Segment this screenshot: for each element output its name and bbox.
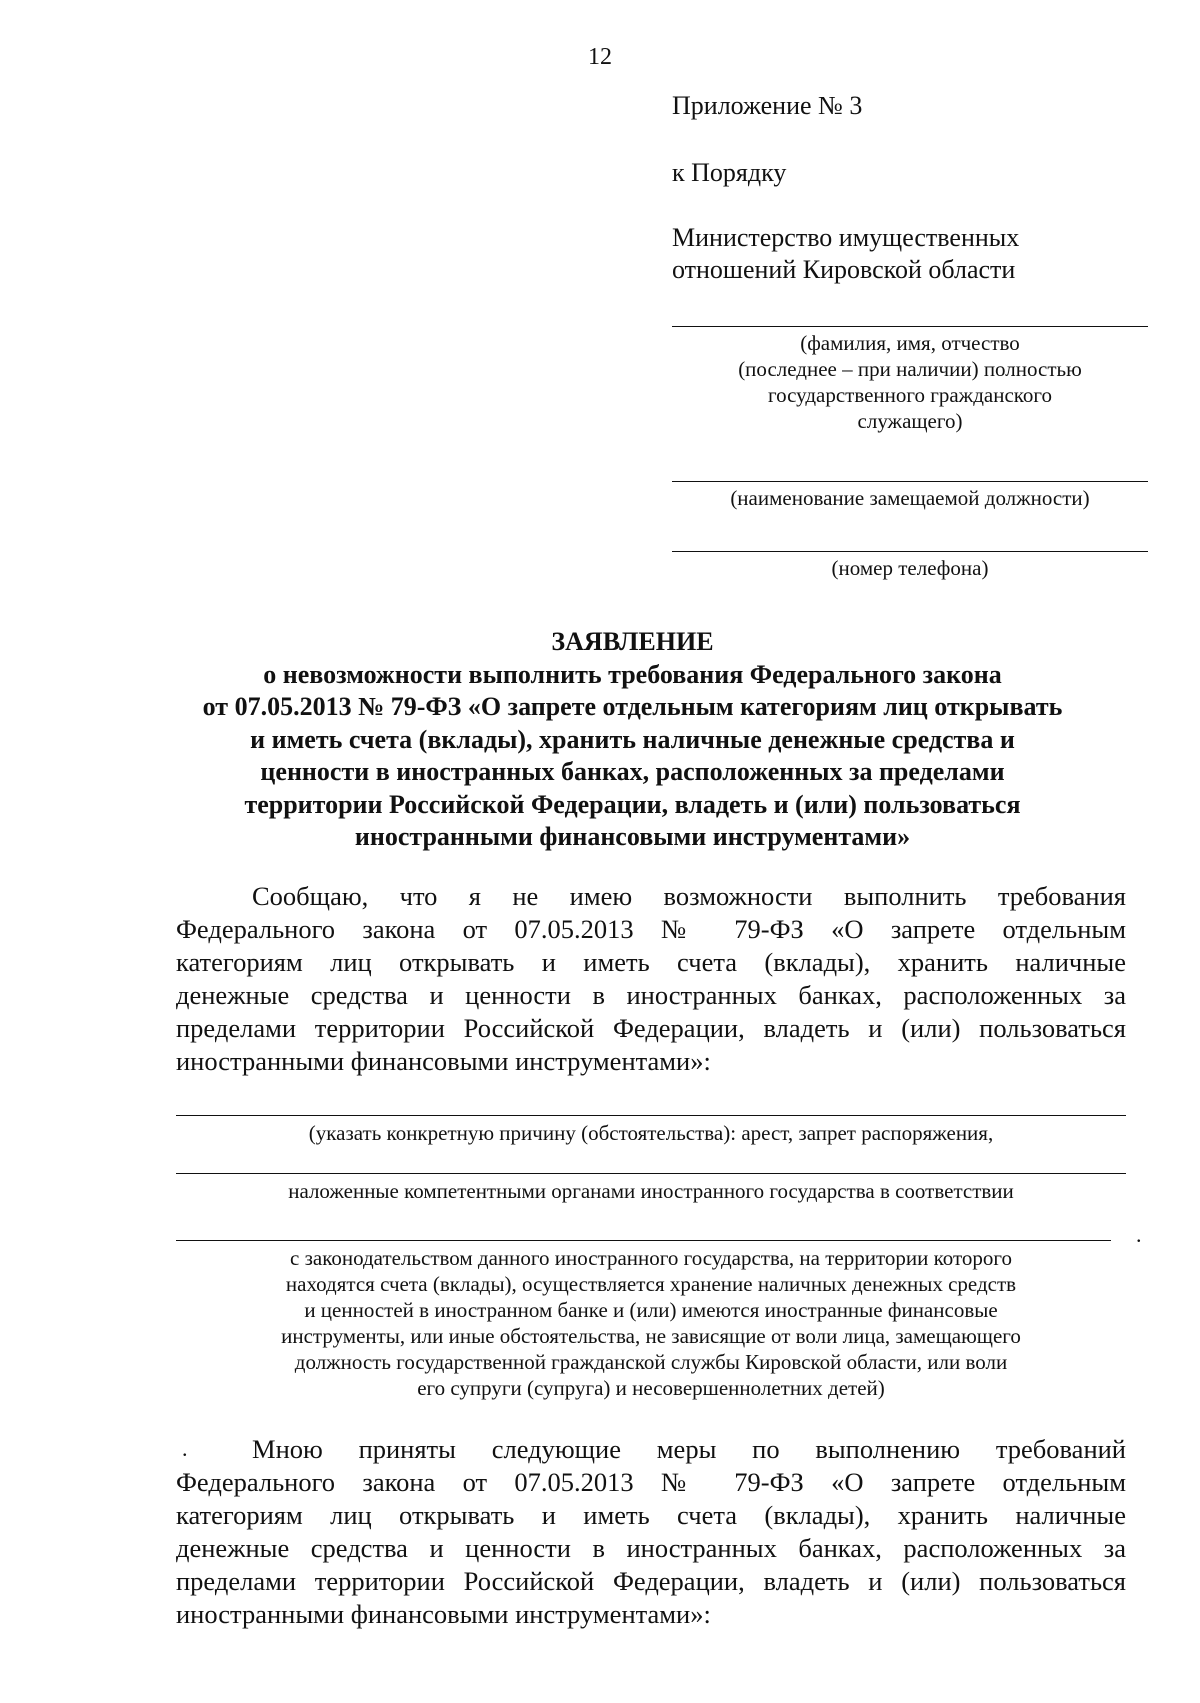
phone-caption: (номер телефона) [831,556,989,580]
fio-caption: (фамилия, имя, отчество (последнее – при наличии) полностью государственного гражданского служащего) [738,331,1082,433]
reason-fill-line-2[interactable] [176,1173,1126,1174]
reason-caption-3: с законодательством данного иностранного государства, на территории которого находятся счета (вклады), осуществляется хранение наличных денежных средств и ценностей в иностранном банке и (или) имеются иностранные финансовые инструменты, или иные обстоятельства, не зависящие от воли лица, замещающего должность государственной гражданской службы Кировской области, или воли его супруги (супруга) и несовершеннолетних детей) [281,1246,1021,1400]
ministry-line: отношений Кировской области [672,255,1016,284]
position-caption: (наименование замещаемой должности) [730,486,1090,510]
statement-heading: ЗАЯВЛЕНИЕ [551,627,714,656]
appendix-label: Приложение № 3 [672,91,863,120]
fio-fill-line[interactable] [672,326,1148,327]
reason-end-mark: . [1136,1222,1142,1247]
position-fill-line[interactable] [672,481,1148,482]
phone-fill-line[interactable] [672,551,1148,552]
statement-title: ЗАЯВЛЕНИЕ о невозможности выполнить требования Федерального закона от 07.05.2013 № 79-ФЗ «О запрете отдельным категориям лиц открывать и иметь счета (вклады), хранить наличные денежные средства и ценности в иностранных банках, расположенных за пределами территории Российской Федерации, владеть и (или) пользоваться иностранными финансовыми инструментами» [120,626,1145,854]
reason-caption-2: наложенные компетентными органами иностранного государства в соответствии [288,1179,1014,1203]
page-number: 12 [588,44,612,70]
ministry-name [672,222,1019,286]
ministry-line: Министерство имущественных [672,223,1020,252]
reason-caption-1: (указать конкретную причину (обстоятельства): арест, запрет распоряжения, [308,1121,994,1145]
order-reference: к Порядку [672,158,787,187]
statement-paragraph-2: Мною приняты следующие меры по выполнению требований Федерального закона от 07.05.2013 № 79-ФЗ «О запрете отдельным категориям лиц открывать и иметь счета (вклады), хранить наличные денежные средства и ценности в иностранных банках, расположенных за пределами территории Российской Федерации, владеть и (или) пользоваться иностранными финансовыми инструментами»: [176,1434,1126,1629]
statement-paragraph-1: Сообщаю, что я не имею возможности выполнить требования Федерального закона от 07.05.2013 № 79-ФЗ «О запрете отдельным категориям лиц открывать и иметь счета (вклады), хранить наличные денежные средства и ценности в иностранных банках, расположенных за пределами территории Российской Федерации, владеть и (или) пользоваться иностранными финансовыми инструментами»: [176,881,1126,1076]
reason-fill-line-3[interactable] [176,1240,1111,1241]
paragraph-2-mark: . [182,1436,188,1461]
reason-fill-line-1[interactable] [176,1115,1126,1116]
